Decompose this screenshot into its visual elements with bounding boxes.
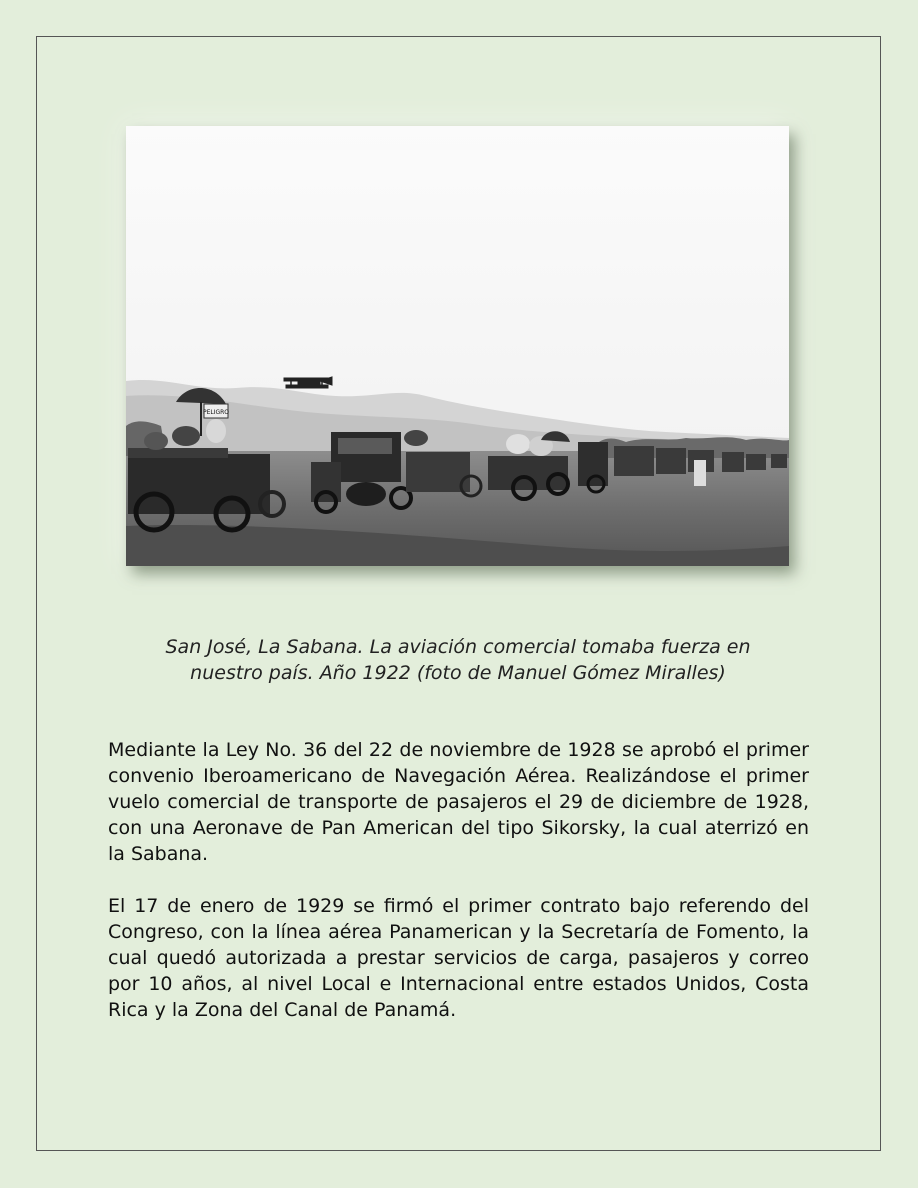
caption-line-2: nuestro país. Año 1922 (foto de Manuel Gómez Miralles) [190, 662, 726, 684]
photo-image [126, 126, 789, 566]
biplane [284, 377, 332, 388]
paragraph-1: Mediante la Ley No. 36 del 22 de noviembre de 1928 se aprobó el primer convenio Iberoamericano de Navegación Aérea. Realizándose el primer vuelo comercial de transporte de pasajeros el 29 de diciembre de 1928, con una Aeronave de Pan American del tipo Sikorsky, la cual aterrizó en la Sabana. [108, 739, 809, 865]
photo-caption [110, 634, 806, 686]
historical-photo [126, 126, 789, 566]
sign-text: PELIGRO [202, 409, 230, 416]
caption-line-1: San José, La Sabana. La aviación comercial tomaba fuerza en [165, 636, 751, 658]
paragraph-2: El 17 de enero de 1929 se firmó el primer contrato bajo referendo del Congreso, con la línea aérea Panamerican y la Secretaría de Fomento, la cual quedó autorizada a prestar servicios de carga, pasajeros y correo por 10 años, al nivel Local e Internacional entre estados Unidos, Costa Rica y la Zona del Canal de Panamá. [108, 895, 809, 1021]
